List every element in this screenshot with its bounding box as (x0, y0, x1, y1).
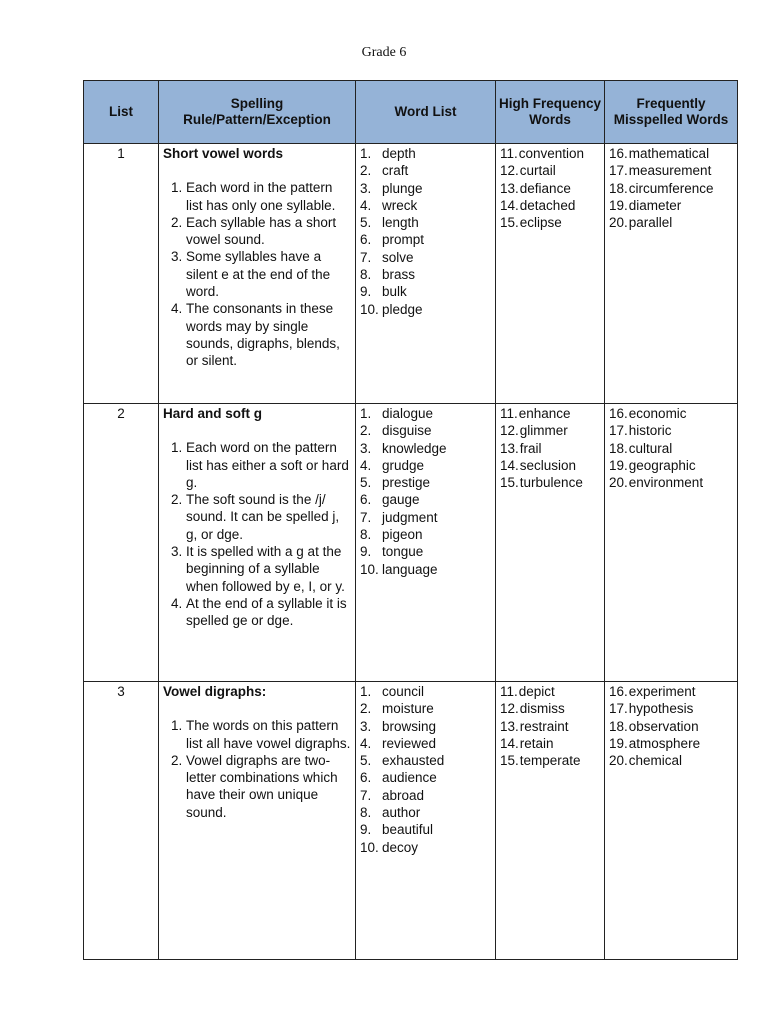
list-item (360, 162, 491, 179)
item-number: 18. (609, 180, 628, 196)
item-word: restraint (519, 718, 569, 734)
rule-item: 3. Some syllables have a silent e at the end of the word. (186, 248, 351, 300)
item-word: craft (382, 163, 409, 179)
item-word: atmosphere (628, 735, 701, 751)
item-number: 6. (360, 770, 372, 786)
rule-item: 1. Each word on the pattern list has either a soft or hard g. (186, 439, 351, 491)
item-number: 2. (360, 701, 372, 717)
item-number: 7. (360, 509, 372, 525)
item-word: retain (519, 735, 554, 751)
list-item (360, 457, 491, 474)
item-word: dialogue (382, 406, 434, 421)
item-number: 9. (360, 822, 372, 838)
page-title: Grade 6 (361, 45, 407, 60)
item-word: author (382, 805, 421, 821)
item-word: pigeon (382, 527, 423, 543)
item-number: 12. (500, 423, 519, 439)
item-number: 13. (500, 718, 519, 734)
list-item (500, 735, 600, 752)
list-number: 1 (84, 144, 159, 404)
item-number: 2. (360, 163, 372, 179)
word-list-list (360, 683, 491, 856)
item-number: 8. (360, 267, 372, 283)
item-word: dismiss (519, 701, 565, 717)
item-number: 2. (360, 423, 372, 439)
item-word: observation (628, 718, 699, 734)
list-item (500, 474, 600, 491)
list-item (360, 700, 491, 717)
list-item (360, 440, 491, 457)
item-number: 16. (609, 684, 628, 699)
item-word: pledge (382, 301, 423, 317)
list-item (500, 683, 600, 700)
list-item (360, 735, 491, 752)
word-list-cell (356, 404, 496, 682)
item-word: exhausted (382, 753, 445, 769)
list-item (360, 249, 491, 266)
item-word: glimmer (519, 423, 568, 439)
item-number: 18. (609, 718, 628, 734)
table-row (84, 682, 738, 960)
item-word: wreck (382, 197, 418, 213)
list-item (609, 700, 733, 717)
missp-list (609, 145, 733, 231)
list-item (360, 197, 491, 214)
item-word: depth (382, 146, 416, 161)
item-number: 11. (500, 406, 518, 421)
item-word: language (382, 561, 438, 577)
item-number: 15. (500, 753, 519, 769)
rule-list (163, 439, 351, 629)
item-word: hypothesis (628, 701, 694, 717)
list-item (360, 474, 491, 491)
item-number: 13. (500, 180, 519, 196)
item-number: 4. (360, 735, 372, 751)
list-item (500, 145, 600, 162)
item-word: knowledge (382, 440, 447, 456)
word-list-cell (356, 144, 496, 404)
rule-item: 3. It is spelled with a g at the beginning of a syllable when followed by e, I, or y. (186, 543, 351, 595)
header-row (84, 81, 738, 144)
item-number: 16. (609, 406, 628, 421)
item-number: 13. (500, 440, 519, 456)
item-number: 7. (360, 787, 372, 803)
item-number: 8. (360, 805, 372, 821)
rule-list (163, 179, 351, 369)
list-item (500, 405, 600, 422)
item-number: 19. (609, 457, 628, 473)
list-item (360, 422, 491, 439)
item-number: 7. (360, 249, 372, 265)
item-number: 15. (500, 475, 519, 491)
list-item (360, 561, 491, 578)
item-word: council (382, 684, 425, 699)
item-number: 3. (360, 718, 372, 734)
rule-item: 4. The consonants in these words may by single sounds, digraphs, blends, or silent. (186, 300, 351, 369)
list-item (609, 457, 733, 474)
rule-item: 1. The words on this pattern list all have vowel digraphs. (186, 717, 351, 752)
item-word: historic (628, 423, 672, 439)
item-number: 20. (609, 475, 628, 491)
list-item (609, 405, 733, 422)
item-word: depict (518, 684, 555, 699)
header-misspelled: Frequently Misspelled Words (605, 81, 738, 144)
rule-title: Hard and soft g (163, 406, 263, 421)
list-item (500, 197, 600, 214)
rule-title: Short vowel words (163, 146, 284, 161)
item-number: 11. (500, 146, 518, 161)
rule-list (163, 717, 351, 821)
rule-item: 2. Each syllable has a short vowel sound. (186, 214, 351, 249)
list-item (609, 180, 733, 197)
item-word: convention (518, 146, 585, 161)
list-item (609, 752, 733, 769)
list-item (500, 457, 600, 474)
list-item (360, 405, 491, 422)
item-word: eclipse (519, 215, 562, 231)
item-word: grudge (382, 457, 425, 473)
item-number: 12. (500, 701, 519, 717)
item-word: gauge (382, 492, 420, 508)
rule-item: 2. The soft sound is the /j/ sound. It can be spelled j, g, or dge. (186, 491, 351, 543)
item-number: 6. (360, 232, 372, 248)
item-number: 12. (500, 163, 519, 179)
list-item (360, 145, 491, 162)
header-rule: Spelling Rule/Pattern/Exception (159, 81, 356, 144)
item-word: curtail (519, 163, 556, 179)
item-number: 14. (500, 735, 519, 751)
list-item (360, 804, 491, 821)
list-item (500, 422, 600, 439)
item-number: 18. (609, 440, 628, 456)
list-item (609, 440, 733, 457)
high-frequency-cell (496, 682, 605, 960)
misspelled-cell (605, 144, 738, 404)
list-item (500, 440, 600, 457)
list-item (360, 821, 491, 838)
item-number: 9. (360, 284, 372, 300)
item-word: reviewed (382, 735, 437, 751)
item-number: 17. (609, 701, 628, 717)
item-word: prompt (382, 232, 425, 248)
list-item (360, 543, 491, 560)
table-row (84, 404, 738, 682)
list-item (500, 718, 600, 735)
item-word: turbulence (519, 475, 583, 491)
item-word: tongue (382, 544, 424, 560)
item-word: moisture (382, 701, 434, 717)
list-item (360, 491, 491, 508)
missp-list (609, 683, 733, 769)
list-item (609, 718, 733, 735)
item-number: 10. (360, 561, 379, 577)
item-word: frail (519, 440, 542, 456)
list-item (500, 752, 600, 769)
spelling-table (83, 80, 738, 960)
item-number: 10. (360, 839, 379, 855)
item-number: 10. (360, 301, 379, 317)
rule-cell (159, 682, 356, 960)
list-item (360, 718, 491, 735)
list-item (360, 301, 491, 318)
list-item (609, 422, 733, 439)
rule-item: 2. Vowel digraphs are two-letter combinations which have their own unique sound. (186, 752, 351, 821)
item-number: 4. (360, 457, 372, 473)
list-item (360, 787, 491, 804)
list-item (360, 769, 491, 786)
list-number: 3 (84, 682, 159, 960)
item-number: 14. (500, 457, 519, 473)
list-item (360, 231, 491, 248)
item-word: seclusion (519, 457, 577, 473)
item-number: 5. (360, 475, 372, 491)
header-word-list: Word List (356, 81, 496, 144)
list-item (360, 683, 491, 700)
item-number: 5. (360, 215, 372, 231)
misspelled-cell (605, 682, 738, 960)
list-item (360, 752, 491, 769)
item-number: 5. (360, 753, 372, 769)
item-word: plunge (382, 180, 423, 196)
item-number: 3. (360, 180, 372, 196)
item-word: beautiful (382, 822, 434, 838)
item-number: 1. (360, 406, 372, 421)
list-item (360, 839, 491, 856)
item-number: 1. (360, 146, 372, 161)
item-word: audience (382, 770, 437, 786)
list-item (609, 162, 733, 179)
item-word: enhance (518, 406, 571, 421)
list-item (500, 180, 600, 197)
item-number: 15. (500, 215, 519, 231)
misspelled-cell (605, 404, 738, 682)
list-item (609, 474, 733, 491)
item-word: experiment (628, 684, 696, 699)
item-word: brass (382, 267, 416, 283)
list-number: 2 (84, 404, 159, 682)
item-word: geographic (628, 457, 696, 473)
word-list-list (360, 145, 491, 318)
item-word: temperate (519, 753, 581, 769)
item-word: solve (382, 249, 414, 265)
item-word: cultural (628, 440, 673, 456)
item-number: 11. (500, 684, 518, 699)
item-word: judgment (382, 509, 438, 525)
item-number: 19. (609, 735, 628, 751)
item-number: 20. (609, 753, 628, 769)
rule-title: Vowel digraphs: (163, 684, 267, 699)
item-word: parallel (628, 215, 673, 231)
item-number: 3. (360, 440, 372, 456)
list-item (609, 197, 733, 214)
list-item (360, 283, 491, 300)
item-word: chemical (628, 753, 683, 769)
item-word: browsing (382, 718, 437, 734)
item-number: 6. (360, 492, 372, 508)
item-number: 8. (360, 527, 372, 543)
list-item (360, 526, 491, 543)
item-number: 20. (609, 215, 628, 231)
item-number: 1. (360, 684, 372, 699)
item-word: circumference (628, 180, 714, 196)
list-item (360, 180, 491, 197)
rule-cell (159, 404, 356, 682)
item-number: 4. (360, 197, 372, 213)
word-list-cell (356, 682, 496, 960)
item-word: disguise (382, 423, 432, 439)
item-number: 14. (500, 197, 519, 213)
item-word: environment (628, 475, 704, 491)
item-number: 17. (609, 423, 628, 439)
header-high-frequency: High Frequency Words (496, 81, 605, 144)
rule-cell (159, 144, 356, 404)
table-row (84, 144, 738, 404)
list-item (609, 735, 733, 752)
item-word: decoy (382, 839, 419, 855)
list-item (500, 162, 600, 179)
list-item (500, 700, 600, 717)
item-word: measurement (628, 163, 712, 179)
high-freq-list (500, 683, 600, 769)
header-list: List (84, 81, 159, 144)
rule-item: 4. At the end of a syllable it is spelled ge or dge. (186, 595, 351, 630)
item-number: 9. (360, 544, 372, 560)
item-word: defiance (519, 180, 571, 196)
item-number: 17. (609, 163, 628, 179)
list-item (360, 266, 491, 283)
item-word: detached (519, 197, 576, 213)
item-word: economic (628, 406, 687, 421)
item-number: 16. (609, 146, 628, 161)
high-freq-list (500, 405, 600, 491)
item-word: prestige (382, 475, 431, 491)
item-word: abroad (382, 787, 425, 803)
item-word: mathematical (628, 146, 710, 161)
item-word: length (382, 215, 419, 231)
list-item (500, 214, 600, 231)
list-item (360, 509, 491, 526)
high-frequency-cell (496, 144, 605, 404)
item-word: diameter (628, 197, 682, 213)
high-freq-list (500, 145, 600, 231)
list-item (609, 683, 733, 700)
rule-item: 1. Each word in the pattern list has only one syllable. (186, 179, 351, 214)
high-frequency-cell (496, 404, 605, 682)
missp-list (609, 405, 733, 491)
list-item (360, 214, 491, 231)
word-list-list (360, 405, 491, 578)
item-word: bulk (382, 284, 407, 300)
list-item (609, 214, 733, 231)
list-item (609, 145, 733, 162)
item-number: 19. (609, 197, 628, 213)
